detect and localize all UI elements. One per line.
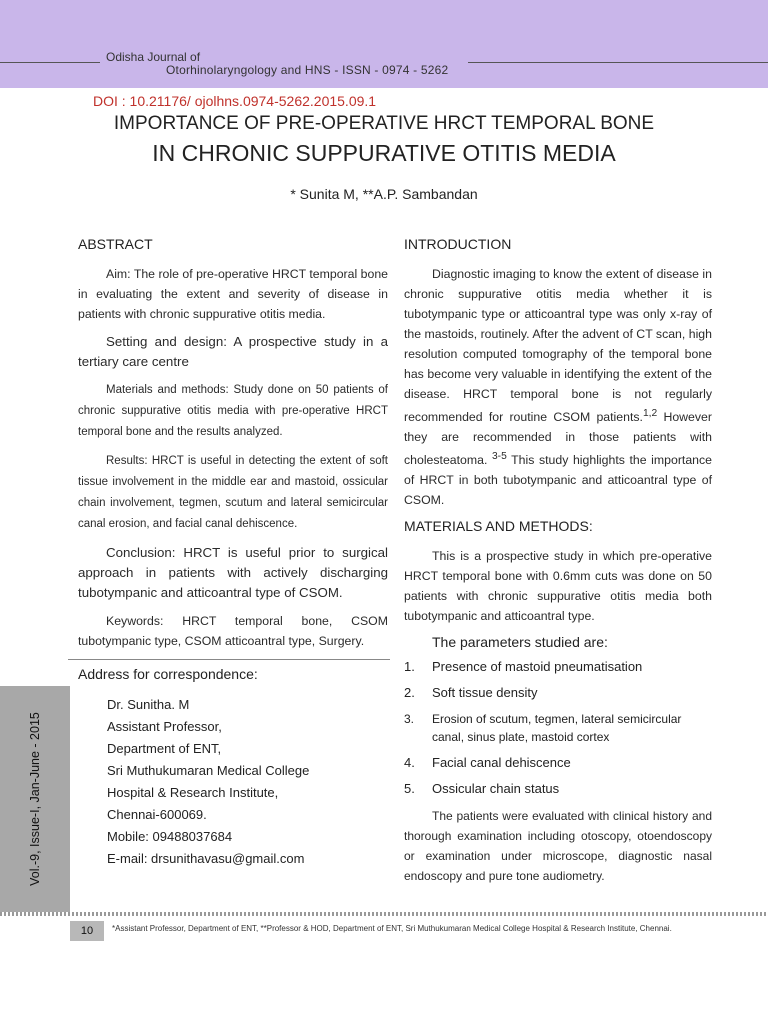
address-institute: Hospital & Research Institute, (107, 785, 279, 800)
methods-heading: MATERIALS AND METHODS: (404, 518, 593, 535)
address-heading: Address for correspondence: (78, 666, 258, 682)
list-number: 4. (404, 755, 415, 771)
footer-dotted-rule (0, 912, 768, 916)
address-city: Chennai-600069. (107, 807, 207, 822)
author-affiliation-footnote: *Assistant Professor, Department of ENT, **Professor & HOD, Department of ENT, Sri Muthukumaran Medical College Hospital & Research Institute, Chennai. (112, 924, 672, 933)
article-authors: * Sunita M, **A.P. Sambandan (290, 186, 478, 202)
address-college: Sri Muthukumaran Medical College (107, 763, 310, 778)
list-item (404, 754, 712, 772)
methods-text: This is a prospective study in which pre-operative HRCT temporal bone with 0.6mm cuts was done on 50 patients with chronic suppurative otitis media both tubotympanic and atticoantral type. (404, 549, 712, 624)
doi-link[interactable]: DOI : 10.21176/ ojolhns.0974-5262.2015.09.1 (93, 93, 377, 109)
left-column (78, 236, 388, 870)
address-email[interactable]: E-mail: drsunithavasu@gmail.com (107, 851, 305, 866)
list-item (404, 780, 712, 798)
abstract-results: Results: HRCT is useful in detecting the extent of soft tissue involvement in the middle ear and mastoid, ossicular chain involvement, tegmen, scutum and lateral semicircular canal erosion, and facial canal dehiscence. (78, 455, 388, 530)
list-number: 2. (404, 685, 415, 701)
introduction-heading: INTRODUCTION (404, 236, 512, 252)
list-text: Presence of mastoid pneumatisation (432, 659, 643, 675)
page-number: 10 (70, 921, 104, 941)
list-item (404, 658, 712, 676)
list-text: Ossicular chain status (432, 781, 560, 797)
list-number: 5. (404, 781, 415, 797)
article-title-line2: IN CHRONIC SUPPURATIVE OTITIS MEDIA (152, 140, 616, 166)
header-rule-left (0, 62, 100, 63)
list-number: 1. (404, 659, 415, 675)
abstract-aim: Aim: The role of pre-operative HRCT temporal bone in evaluating the extent and severity of disease in patients with chronic suppurative otitis media. (78, 267, 388, 321)
abstract-materials: Materials and methods: Study done on 50 patients of chronic suppurative otitis media with pre-operative HRCT temporal bone and the results analyzed. (78, 384, 388, 438)
abstract-conclusion: Conclusion: HRCT is useful prior to surgical approach in patients with actively discharging tubotympanic and atticoantral type of CSOM. (78, 545, 388, 600)
list-item (404, 710, 712, 746)
abstract-heading: ABSTRACT (78, 236, 153, 252)
header-rule-right (468, 62, 768, 63)
list-text: Erosion of scutum, tegmen, lateral semicircular canal, sinus plate, mastoid cortex (432, 712, 682, 745)
parameters-heading: The parameters studied are: (432, 634, 608, 651)
address-department: Department of ENT, (107, 741, 222, 756)
address-name: Dr. Sunitha. M (107, 697, 190, 712)
list-text: Facial canal dehiscence (432, 755, 571, 771)
abstract-keywords: Keywords: HRCT temporal bone, CSOM tubotympanic type, CSOM atticoantral type, Surgery. (78, 614, 388, 648)
introduction-text-part1: Diagnostic imaging to know the extent of disease in chronic suppurative otitis media whether it is tubotympanic type or atticoantral type was only x-ray of the mastoids, routinely. After the advent of CT scan, high resolution computed tomography of the temporal bone has become very valuable in identifying the extent of the disease. HRCT temporal bone is not regularly recommended for routine CSOM patients. (404, 267, 712, 425)
introduction-text (404, 264, 712, 510)
address-divider (68, 659, 390, 660)
volume-issue-label: Vol.-9, Issue-I, Jan-June - 2015 (28, 712, 42, 886)
article-title-line1: IMPORTANCE OF PRE-OPERATIVE HRCT TEMPORAL BONE (113, 113, 655, 134)
list-number: 3. (404, 712, 415, 727)
introduction-text-part3: This study highlights the importance of HRCT in both tubotympanic and atticoantral type of CSOM. (404, 453, 712, 508)
journal-subtitle-issn: Otorhinolaryngology and HNS - ISSN - 0974 - 5262 (166, 63, 449, 77)
abstract-setting: Setting and design: A prospective study in a tertiary care centre (78, 334, 388, 369)
evaluation-text: The patients were evaluated with clinical history and thorough examination including otoscopy, otoendoscopy or examination under microscope, diagnostic nasal endoscopy and pure tone audiometry. (404, 809, 712, 884)
right-column (404, 236, 712, 894)
journal-name: Odisha Journal of (106, 50, 201, 64)
list-item (404, 684, 712, 702)
list-text: Soft tissue density (432, 685, 538, 701)
address-position: Assistant Professor, (107, 719, 222, 734)
reference-3-5: 3-5 (491, 451, 507, 463)
reference-1-2: 1,2 (642, 408, 658, 419)
address-mobile: Mobile: 09488037684 (107, 829, 233, 844)
introduction-text-part2: However they are recommended in those patients with cholesteatoma. (404, 410, 712, 468)
